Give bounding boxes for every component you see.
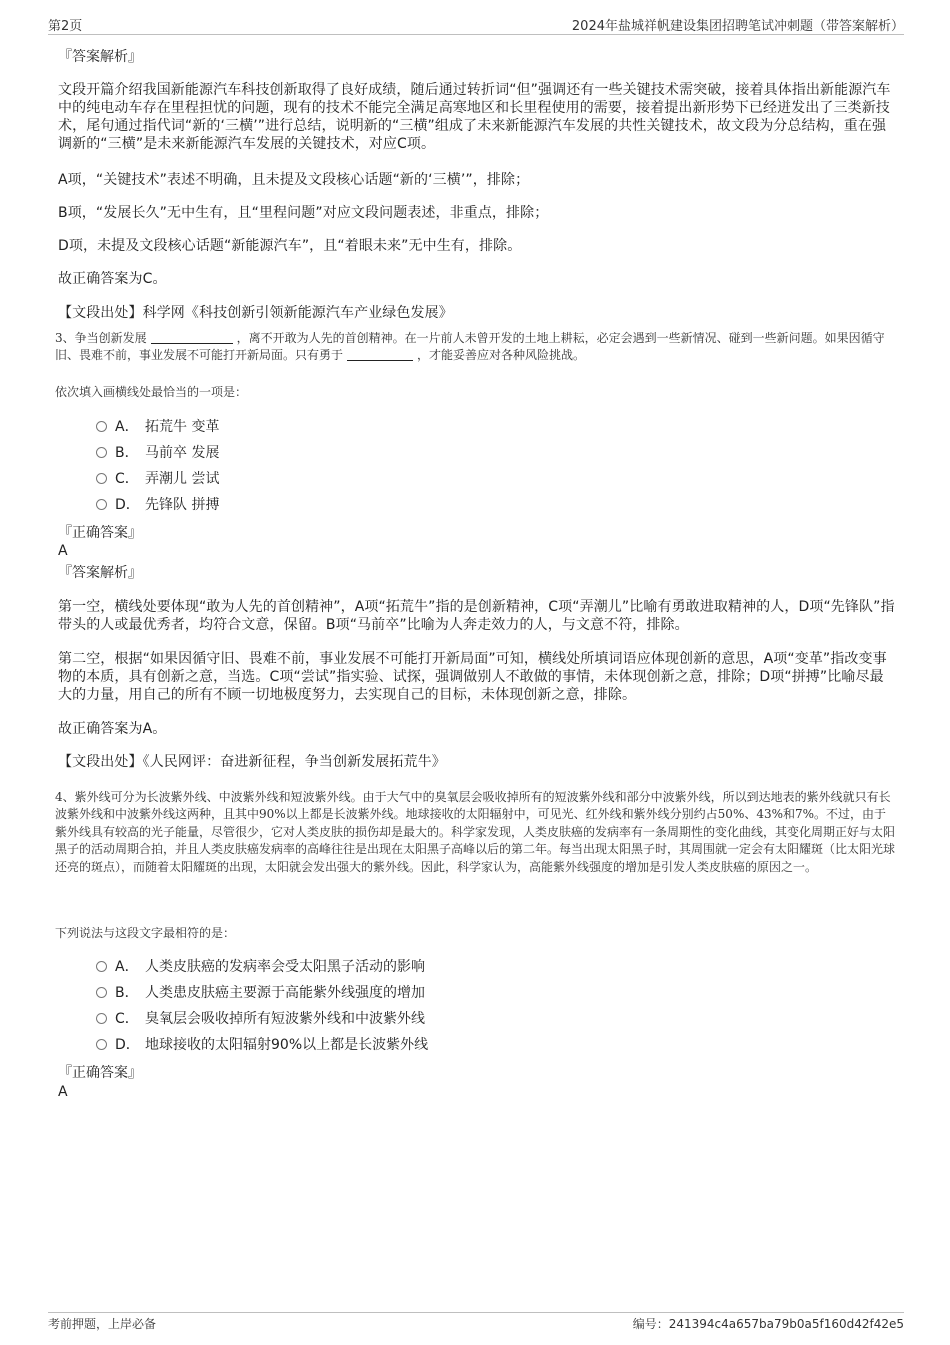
page-header	[48, 14, 904, 35]
q3-option-a[interactable]: A． 拓荒牛 变革	[96, 417, 219, 437]
q3-conclusion: 故正确答案为A。	[58, 721, 167, 737]
page-number: 第2页	[48, 19, 83, 34]
radio-icon[interactable]	[96, 961, 107, 972]
q3-stem: 3、争当创新发展 ，离不开敢为人先的首创精神。在一片前人未曾开发的土地上耕耘，必定会遇到一些新情况、碰到一些新问题。如果因循守旧、畏难不前，事业发展不可能打开新局面。只有勇于 ，才能妥善应对各种风险挑战。	[55, 331, 885, 363]
q4-prompt: 下列说法与这段文字最相符的是：	[55, 926, 236, 940]
page-footer	[48, 1312, 904, 1331]
q3-source: 【文段出处】《人民网评：奋进新征程，争当创新发展拓荒牛》	[58, 754, 446, 770]
q3-prompt: 依次填入画横线处最恰当的一项是：	[55, 385, 248, 399]
document-code: 编号：241394c4a657ba79b0a5f160d42f42e5	[632, 1317, 904, 1331]
q3-option-d[interactable]: D． 先锋队 拼搏	[96, 495, 219, 515]
radio-icon[interactable]	[96, 447, 107, 458]
fill-blank-1	[151, 331, 233, 344]
q3-option-b[interactable]: B． 马前卒 发展	[96, 443, 219, 463]
radio-icon[interactable]	[96, 1013, 107, 1024]
q4-answer: A	[58, 1084, 68, 1100]
radio-icon[interactable]	[96, 987, 107, 998]
q2-source: 【文段出处】科学网《科技创新引领新能源汽车产业绿色发展》	[58, 305, 453, 321]
q2-analysis-paragraph-2: A项，“关键技术”表述不明确，且未提及文段核心话题“新的‘三横’”，排除；	[58, 172, 530, 188]
radio-icon[interactable]	[96, 1039, 107, 1050]
footer-slogan: 考前押题，上岸必备	[48, 1317, 157, 1331]
q4-option-d[interactable]: D． 地球接收的太阳辐射90%以上都是长波紫外线	[96, 1035, 428, 1055]
q2-analysis-label: 『答案解析』	[58, 49, 142, 65]
q4-option-c[interactable]: C． 臭氧层会吸收掉所有短波紫外线和中波紫外线	[96, 1009, 425, 1029]
q3-option-c[interactable]: C． 弄潮儿 尝试	[96, 469, 219, 489]
q3-analysis-label: 『答案解析』	[58, 565, 142, 581]
fill-blank-2	[347, 348, 413, 361]
q3-analysis-paragraph-1: 第一空，横线处要体现“敢为人先的首创精神”，A项“拓荒牛”指的是创新精神，C项“弄潮儿”比喻有勇敢进取精神的人，D项“先锋队”指带头的人或最优秀者，均符合文意，保留。B项“马前卒”比喻为人奔走效力的人，与文意不符，排除。	[58, 599, 895, 633]
q3-correct-label: 『正确答案』	[58, 525, 142, 541]
q4-correct-label: 『正确答案』	[58, 1065, 142, 1081]
q3-answer: A	[58, 543, 68, 559]
document-title: 2024年盐城祥帆建设集团招聘笔试冲刺题（带答案解析）	[571, 19, 904, 34]
q3-analysis-paragraph-2: 第二空，根据“如果因循守旧、畏难不前，事业发展不可能打开新局面”可知，横线处所填词语应体现创新的意思，A项“变革”指改变事物的本质，具有创新之意，当选。C项“尝试”指实验、试探，强调做别人不敢做的事情，未体现创新之意，排除；D项“拼搏”比喻尽最大的力量，用自己的所有不顾一切地极度努力，去实现自己的目标，未体现创新之意，排除。	[58, 651, 887, 703]
q4-stem: 4、紫外线可分为长波紫外线、中波紫外线和短波紫外线。由于大气中的臭氧层会吸收掉所有的短波紫外线和部分中波紫外线，所以到达地表的紫外线就只有长波紫外线和中波紫外线这两种，且其中90%以上都是长波紫外线。地球接收的太阳辐射中，可见光、红外线和紫外线分别约占50%、43%和7%。不过，由于紫外线具有较高的光子能量，尽管很少，它对人类皮肤的损伤却是最大的。科学家发现，人类皮肤癌的发病率有一条周期性的变化曲线，其变化周期正好与太阳黑子的活动周期合拍，并且人类皮肤癌发病率的高峰往往是出现在太阳黑子高峰以后的第二年。每当出现太阳黑子时，其周围就一定会有太阳耀斑（比太阳光球还亮的斑点），而随着太阳耀斑的出现，太阳就会发出强大的紫外线。因此，科学家认为，高能紫外线强度的增加是引发人类皮肤癌的原因之一。	[55, 790, 896, 874]
q4-option-b[interactable]: B． 人类患皮肤癌主要源于高能紫外线强度的增加	[96, 983, 425, 1003]
q2-analysis-paragraph-3: B项，“发展长久”无中生有，且“里程问题”对应文段问题表述，非重点，排除；	[58, 205, 549, 221]
q4-option-a[interactable]: A． 人类皮肤癌的发病率会受太阳黑子活动的影响	[96, 957, 425, 977]
radio-icon[interactable]	[96, 421, 107, 432]
q2-analysis-paragraph-1: 文段开篇介绍我国新能源汽车科技创新取得了良好成绩，随后通过转折词“但”强调还有一些关键技术需突破，接着具体指出新能源汽车中的纯电动车存在里程担忧的问题，现有的技术不能完全满足高寒地区和长里程使用的需要，接着提出新形势下已经迸发出了三类新技术，尾句通过指代词“新的‘三横’”进行总结，说明新的“三横”组成了未来新能源汽车发展的共性关键技术，故文段为分总结构，重在强调新的“三横”是未来新能源汽车发展的关键技术，对应C项。	[58, 82, 891, 152]
q2-conclusion: 故正确答案为C。	[58, 271, 167, 287]
radio-icon[interactable]	[96, 499, 107, 510]
q2-analysis-paragraph-4: D项，未提及文段核心话题“新能源汽车”，且“着眼未来”无中生有，排除。	[58, 238, 522, 254]
radio-icon[interactable]	[96, 473, 107, 484]
